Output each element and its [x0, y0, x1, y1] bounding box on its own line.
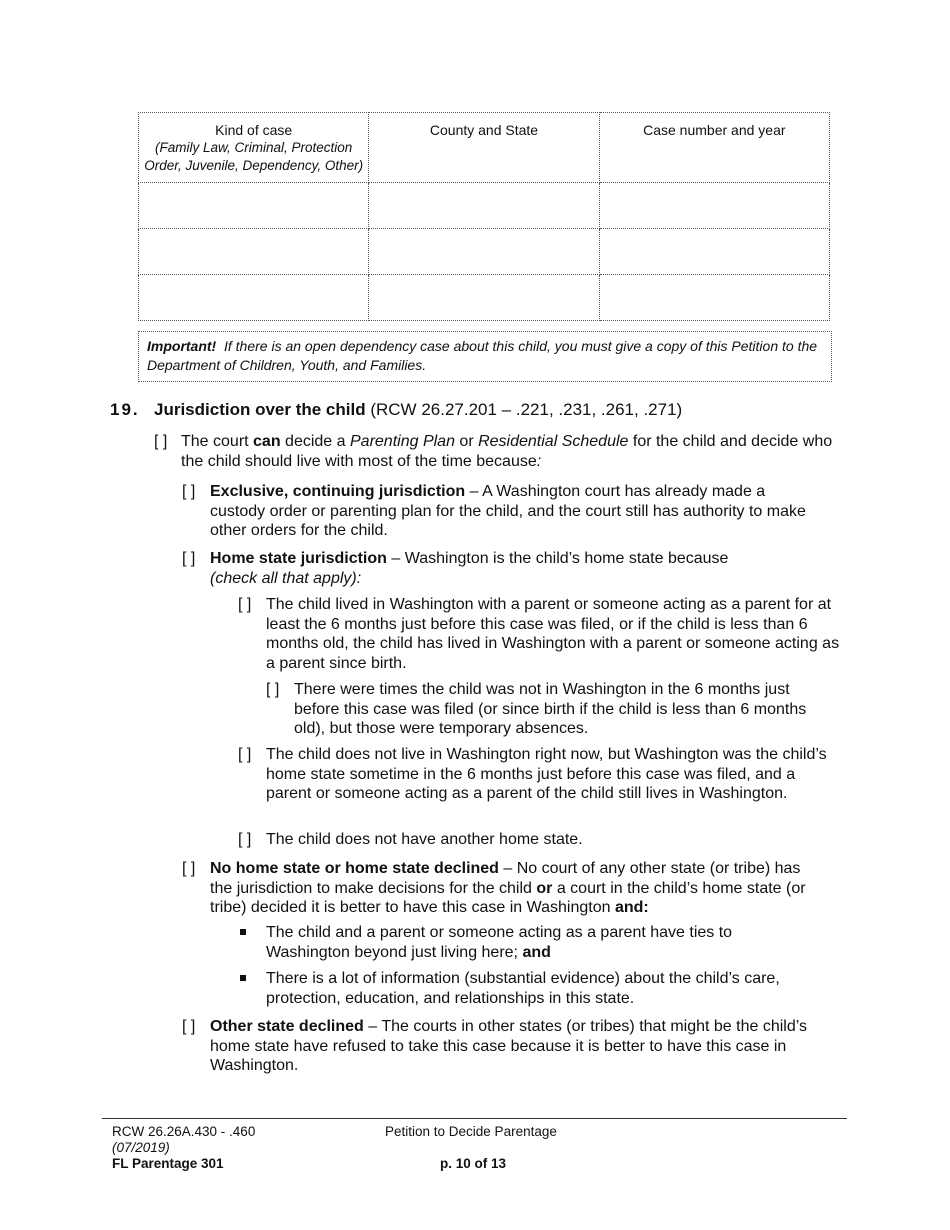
- important-notice: [138, 331, 832, 382]
- text-run: and: [522, 943, 551, 961]
- home-state-text: [182, 549, 812, 588]
- court-can-checkbox[interactable]: [ ]: [154, 433, 168, 450]
- footer-rcw: RCW 26.26A.430 - .460: [112, 1124, 256, 1139]
- text-run: and:: [614, 899, 649, 917]
- important-lead: Important!: [147, 338, 217, 354]
- text-run: or: [454, 433, 479, 450]
- text-run: (check all that apply):: [210, 569, 362, 587]
- hs-not-live-item: [238, 745, 844, 804]
- text-run: The child and a parent or someone acting as a parent have ties to Washington beyond just living here;: [266, 924, 733, 961]
- bullet-evidence-text: There is a lot of information (substantial evidence) about the child’s care, protection, education, and relationships in this state.: [266, 970, 780, 1007]
- section-heading: [110, 400, 682, 420]
- table-row: [139, 275, 830, 321]
- text-run: a court in the child’s home state (or tribe) decided it is better to have this case in Washington: [210, 879, 806, 917]
- hs-absences-item: [266, 680, 836, 739]
- header-label: Case number and year: [643, 122, 786, 138]
- text-run: Home state jurisdiction: [210, 550, 387, 567]
- text-run: The court: [181, 433, 254, 450]
- table-cell[interactable]: [369, 275, 599, 321]
- other-state-declined-item: [182, 1017, 842, 1076]
- footer-date: (07/2019): [112, 1140, 170, 1155]
- text-run: :: [536, 452, 542, 470]
- text-run: No home state or home state declined: [210, 860, 499, 877]
- section-number: 19.: [110, 400, 140, 419]
- text-run: Parenting Plan: [350, 433, 455, 450]
- other-declined-text: [182, 1017, 842, 1076]
- bullet-ties-item: [266, 923, 806, 962]
- home-state-item: [182, 549, 812, 588]
- hs-lived-item: [238, 595, 844, 673]
- header-kind-of-case: [139, 113, 369, 183]
- hs-lived-text: The child lived in Washington with a parent or someone acting as a parent for at least the 6 months just before this case was filed, or if the child is less than 6 months old, the child has lived in Washington with a parent or someone acting as a parent since birth.: [266, 596, 840, 672]
- case-table: [138, 112, 830, 321]
- no-home-state-text: [182, 859, 818, 918]
- text-run: Other state declined: [210, 1018, 364, 1035]
- table-header-row: [139, 113, 830, 183]
- text-run: Residential Schedule: [478, 433, 629, 450]
- table-cell[interactable]: [369, 183, 599, 229]
- section-title: Jurisdiction over the child: [154, 400, 366, 419]
- table-cell[interactable]: [369, 229, 599, 275]
- text-run: can: [253, 433, 281, 450]
- table-cell[interactable]: [599, 183, 829, 229]
- footer-divider: [102, 1118, 847, 1119]
- exclusive-jurisdiction-item: [182, 482, 812, 541]
- no-home-state-checkbox[interactable]: [ ]: [182, 860, 196, 877]
- hs-absences-checkbox[interactable]: [ ]: [266, 681, 280, 698]
- table-row: [139, 183, 830, 229]
- table-cell[interactable]: [139, 275, 369, 321]
- exclusive-text: [182, 482, 812, 541]
- footer-page-number: p. 10 of 13: [440, 1156, 507, 1171]
- table-cell[interactable]: [599, 275, 829, 321]
- bullet-ties-text: [266, 923, 806, 962]
- table-row: [139, 229, 830, 275]
- footer-form-id: FL Parentage 301: [112, 1156, 224, 1171]
- court-can-item: [154, 432, 834, 471]
- text-run: – Washington is the child’s home state because: [386, 550, 729, 567]
- table-cell[interactable]: [139, 229, 369, 275]
- hs-not-live-checkbox[interactable]: [ ]: [238, 746, 252, 763]
- table-cell[interactable]: [139, 183, 369, 229]
- bullet-marker: [240, 975, 246, 981]
- hs-no-other-checkbox[interactable]: [ ]: [238, 831, 252, 848]
- text-run: Exclusive, continuing jurisdiction: [210, 483, 466, 500]
- text-run: – The courts in other states (or tribes) that might be the child’s home state have refused to take this case because it is better to have this case in Washington.: [210, 1018, 808, 1075]
- header-case-number: [599, 113, 829, 183]
- header-county-state: [369, 113, 599, 183]
- hs-not-live-text: The child does not live in Washington right now, but Washington was the child’s home state sometime in the 6 months just before this case was filed, and a parent or someone acting as a parent of the child still lives in Washington.: [266, 746, 827, 803]
- home-state-checkbox[interactable]: [ ]: [182, 550, 196, 567]
- footer-form-title: Petition to Decide Parentage: [385, 1124, 557, 1139]
- exclusive-checkbox[interactable]: [ ]: [182, 483, 196, 500]
- court-can-text: [154, 432, 834, 471]
- hs-absences-text: There were times the child was not in Washington in the 6 months just before this case was filed (or since birth if the child is less than 6 months old), but those were temporary absences.: [294, 681, 807, 738]
- header-label: Kind of case: [215, 122, 293, 138]
- hs-no-other-item: [238, 830, 844, 850]
- text-run: – No court of any other state (or tribe) has the jurisdiction to make decisions for the child: [210, 860, 801, 897]
- text-run: for the child and decide who the child should live with most of the time because: [181, 433, 833, 470]
- section-rcw: (RCW 26.27.201 – .221, .231, .261, .271): [370, 400, 683, 419]
- important-text: If there is an open dependency case about this child, you must give a copy of this Petition to the Department of Children, Youth, and Families.: [147, 338, 818, 373]
- text-run: – A Washington court has already made a custody order or parenting plan for the child, and the court still has authority to make other orders for the child.: [210, 483, 806, 540]
- hs-no-other-text: The child does not have another home state.: [266, 831, 583, 848]
- text-run: or: [536, 879, 553, 897]
- bullet-marker: [240, 929, 246, 935]
- hs-lived-checkbox[interactable]: [ ]: [238, 596, 252, 613]
- header-label: County and State: [429, 122, 539, 138]
- bullet-evidence-item: [266, 969, 826, 1008]
- text-run: decide a: [280, 433, 350, 450]
- no-home-state-item: [182, 859, 818, 918]
- table-cell[interactable]: [599, 229, 829, 275]
- other-declined-checkbox[interactable]: [ ]: [182, 1018, 196, 1035]
- header-sub: (Family Law, Criminal, Protection Order, Juvenile, Dependency, Other): [144, 140, 364, 173]
